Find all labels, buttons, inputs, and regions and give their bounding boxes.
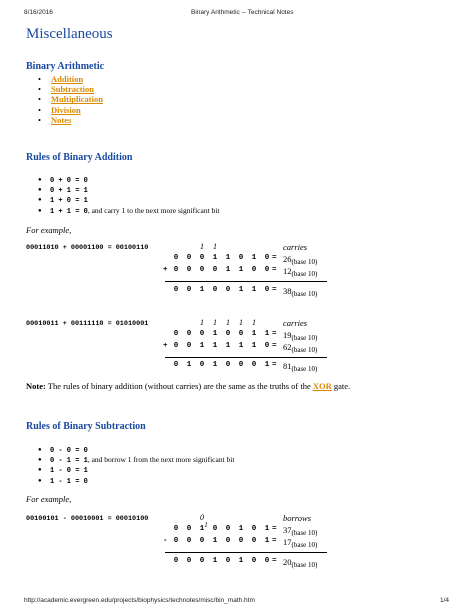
- section-title: Binary Arithmetic: [26, 61, 105, 72]
- nav-item-multiplication: [38, 94, 103, 104]
- subtraction-for-example: For example,: [26, 494, 72, 504]
- subtraction-example-expression: 00100101 - 00010001 = 00010100: [26, 515, 149, 523]
- bit: 0: [186, 286, 192, 294]
- decimal-number: 26: [283, 254, 292, 264]
- bit: 0: [186, 537, 192, 545]
- bit: 1: [212, 557, 218, 565]
- addition-rule: [38, 185, 219, 195]
- bit: 0: [264, 342, 270, 350]
- nav-link-subtraction[interactable]: Subtraction: [51, 84, 94, 95]
- bit: 1: [225, 254, 231, 262]
- nav-item-division: [38, 105, 103, 115]
- bit: 1: [199, 286, 205, 294]
- bit: 0: [173, 254, 179, 262]
- bit: 0: [225, 557, 231, 565]
- addition-rule: [38, 206, 219, 216]
- bit: 0: [199, 330, 205, 338]
- bit: 0: [173, 557, 179, 565]
- subtraction-rule: [38, 465, 234, 475]
- addition-example-2-expression: 00010011 + 00111110 = 01010001: [26, 320, 149, 328]
- equals-sign: =: [272, 557, 277, 565]
- section-nav: [38, 74, 103, 125]
- bit: 0: [264, 266, 270, 274]
- decimal-value: [283, 361, 317, 373]
- bit: 0: [238, 254, 244, 262]
- addition-heading: Rules of Binary Addition: [26, 152, 133, 163]
- subtraction-rule: [38, 455, 234, 465]
- bit: 1: [212, 330, 218, 338]
- bit: 1: [199, 342, 205, 350]
- borrows-label: borrows: [283, 513, 312, 523]
- xor-note: [26, 381, 350, 391]
- rule-expr: 1 + 1 = 0: [50, 207, 88, 216]
- bit: 1: [238, 286, 244, 294]
- difference-divider: [165, 552, 327, 553]
- bit: 0: [173, 525, 179, 533]
- addition-rules: [38, 175, 219, 216]
- decimal-value: [283, 537, 317, 549]
- bit: 1: [251, 286, 257, 294]
- note-text: The rules of binary addition (without carries) are the same as the truths of the: [45, 381, 313, 391]
- nav-item-subtraction: [38, 84, 103, 94]
- sum-divider: [165, 357, 327, 358]
- bit: 1: [212, 361, 218, 369]
- decimal-number: 62: [283, 342, 292, 352]
- bit: 0: [225, 361, 231, 369]
- nav-link-notes[interactable]: Notes: [51, 114, 72, 125]
- plus-sign: +: [163, 342, 168, 350]
- bit: 0: [199, 254, 205, 262]
- rule-expr: 0 - 0 = 0: [50, 447, 88, 455]
- decimal-number: 20: [283, 557, 292, 567]
- carry-digit: 1: [226, 318, 230, 327]
- nav-link-addition[interactable]: Addition: [51, 74, 84, 84]
- borrow-superscript: 1: [204, 521, 208, 529]
- bit: 0: [251, 525, 257, 533]
- bit: 0: [238, 361, 244, 369]
- carry-digit: 1: [200, 318, 204, 327]
- bit: 0: [212, 525, 218, 533]
- bit: 0: [251, 557, 257, 565]
- bit: 0: [238, 330, 244, 338]
- bit: 0: [173, 266, 179, 274]
- bit: 0: [186, 266, 192, 274]
- bit: 0: [225, 537, 231, 545]
- bit: 0: [173, 537, 179, 545]
- bit: 0: [186, 342, 192, 350]
- bit: 1: [199, 525, 205, 533]
- bit: 0: [225, 525, 231, 533]
- xor-link[interactable]: XOR: [312, 381, 332, 391]
- bit: 1: [264, 361, 270, 369]
- bit: 1: [251, 254, 257, 262]
- note-label: Note:: [26, 381, 46, 391]
- rule-expr: 0 - 1 = 1: [50, 457, 88, 466]
- bit: 0: [251, 537, 257, 545]
- rule-expr: 1 + 0 = 1: [50, 197, 88, 206]
- bit: 0: [264, 254, 270, 262]
- print-page-number: 1/4: [440, 597, 450, 604]
- bit: 1: [238, 525, 244, 533]
- rule-text: , and carry 1 to the next more significant bit: [87, 205, 220, 215]
- decimal-value: [283, 286, 317, 298]
- equals-sign: =: [272, 286, 277, 294]
- bit: 0: [199, 361, 205, 369]
- equals-sign: =: [272, 361, 277, 369]
- bit: 0: [199, 266, 205, 274]
- nav-item-notes: [38, 115, 103, 125]
- bit: 1: [186, 361, 192, 369]
- equals-sign: =: [272, 525, 277, 533]
- equals-sign: =: [272, 254, 277, 262]
- carries-label: carries: [283, 242, 308, 252]
- bit: 0: [264, 286, 270, 294]
- decimal-value: [283, 525, 317, 537]
- rule-expr: 0 + 1 = 1: [50, 187, 88, 196]
- bit: 0: [225, 286, 231, 294]
- carries-label: carries: [283, 318, 308, 328]
- subtraction-heading: Rules of Binary Subtraction: [26, 421, 146, 432]
- decimal-value: [283, 254, 317, 266]
- bit: 0: [173, 342, 179, 350]
- rule-expr: 1 - 1 = 0: [50, 477, 88, 486]
- bit: 0: [186, 330, 192, 338]
- nav-link-division[interactable]: Division: [51, 104, 81, 115]
- equals-sign: =: [272, 330, 277, 338]
- subtraction-rule: [38, 476, 234, 486]
- addition-example-1-expression: 00011010 + 00001100 = 00100110: [26, 244, 149, 252]
- bit: 0: [238, 537, 244, 545]
- equals-sign: =: [272, 266, 277, 274]
- decimal-value: [283, 266, 317, 278]
- rule-expr: 0 + 0 = 0: [50, 177, 88, 185]
- decimal-number: 37: [283, 525, 292, 535]
- decimal-number: 12: [283, 266, 292, 276]
- bit: 0: [199, 537, 205, 545]
- decimal-number: 81: [283, 361, 292, 371]
- bit: 1: [225, 342, 231, 350]
- addition-rule: [38, 175, 219, 185]
- carry-digit: 1: [213, 318, 217, 327]
- decimal-value: [283, 330, 317, 342]
- print-page-title: Binary Arithmetic -- Technical Notes: [191, 9, 294, 16]
- base-label: (base 10): [291, 529, 318, 537]
- carry-digit: 1: [200, 242, 204, 251]
- bit: 0: [199, 557, 205, 565]
- minus-sign: -: [163, 537, 168, 545]
- bit: 0: [212, 286, 218, 294]
- base-label: (base 10): [291, 541, 318, 549]
- carry-digit: 1: [239, 318, 243, 327]
- base-label: (base 10): [291, 365, 318, 373]
- subtraction-rules: [38, 445, 234, 486]
- bit: 0: [264, 557, 270, 565]
- bit: 1: [212, 254, 218, 262]
- bit: 1: [238, 266, 244, 274]
- bit: 0: [225, 330, 231, 338]
- decimal-number: 38: [283, 286, 292, 296]
- carry-digit: 1: [213, 242, 217, 251]
- decimal-value: [283, 342, 317, 354]
- bit: 1: [264, 525, 270, 533]
- bit: 0: [173, 330, 179, 338]
- print-url: http://academic.evergreen.edu/projects/biophysics/technotes/misc/bin_math.htm: [24, 597, 255, 604]
- bit: 1: [251, 342, 257, 350]
- base-label: (base 10): [291, 334, 318, 342]
- decimal-number: 19: [283, 330, 292, 340]
- base-label: (base 10): [291, 258, 318, 266]
- note-end: gate.: [331, 381, 351, 391]
- sum-divider: [165, 281, 327, 282]
- equals-sign: =: [272, 342, 277, 350]
- bit: 0: [173, 286, 179, 294]
- page-title: Miscellaneous: [26, 26, 113, 42]
- bit: 1: [225, 266, 231, 274]
- bit: 0: [251, 361, 257, 369]
- bit: 1: [212, 342, 218, 350]
- bit: 0: [251, 266, 257, 274]
- bit: 0: [186, 254, 192, 262]
- bit: 1: [238, 557, 244, 565]
- nav-link-multiplication[interactable]: Multiplication: [51, 94, 103, 105]
- bit: 1: [212, 537, 218, 545]
- rule-expr: 1 - 0 = 1: [50, 467, 88, 476]
- bit: 0: [186, 557, 192, 565]
- carry-digit: 1: [252, 318, 256, 327]
- addition-for-example: For example,: [26, 225, 72, 235]
- subtraction-rule: [38, 445, 234, 455]
- bit: 0: [212, 266, 218, 274]
- decimal-value: [283, 557, 317, 569]
- equals-sign: =: [272, 537, 277, 545]
- bit: 0: [186, 525, 192, 533]
- bit: 1: [251, 330, 257, 338]
- rule-text: , and borrow 1 from the next more significant bit: [87, 455, 235, 465]
- bit: 0: [173, 361, 179, 369]
- plus-sign: +: [163, 266, 168, 274]
- nav-item-addition: [38, 74, 103, 84]
- decimal-number: 17: [283, 537, 292, 547]
- bit: 1: [264, 330, 270, 338]
- borrow-digit: 0: [200, 513, 204, 522]
- addition-rule: [38, 195, 219, 205]
- base-label: (base 10): [291, 270, 318, 278]
- print-date: 8/16/2016: [24, 9, 53, 16]
- bit: 1: [264, 537, 270, 545]
- base-label: (base 10): [291, 561, 318, 569]
- base-label: (base 10): [291, 346, 318, 354]
- bit: 1: [238, 342, 244, 350]
- base-label: (base 10): [291, 290, 318, 298]
